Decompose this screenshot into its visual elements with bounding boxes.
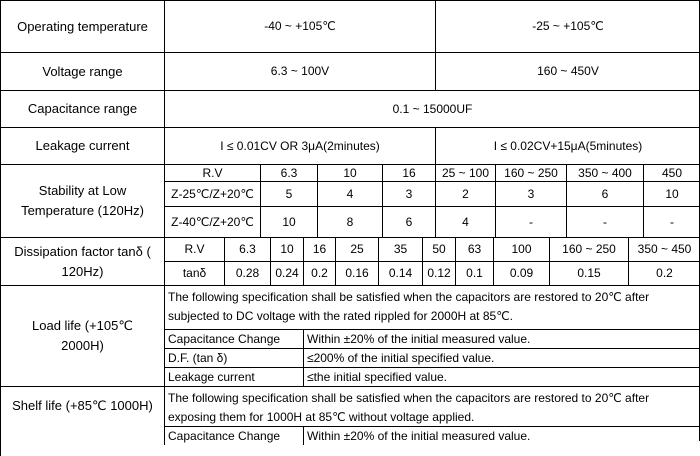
df-voltage: 6.3 bbox=[224, 237, 270, 261]
stability-label: Stability at Low Temperature (120Hz) bbox=[0, 164, 164, 237]
load-item-value: ≤200% of the initial specified value. bbox=[303, 348, 700, 367]
stability-voltage: 350 ~ 400 bbox=[566, 164, 643, 181]
df-value: 0.14 bbox=[378, 261, 422, 285]
stability-value: - bbox=[643, 206, 700, 237]
load-life-description: The following specification shall be satisfied when the capacitors are restored to 20℃ after subjected to DC voltage with the rated rippled for 2000H at 85℃. bbox=[164, 285, 700, 329]
shelf-item-name: Capacitance Change bbox=[164, 426, 303, 445]
operating-temperature-high: -25 ~ +105℃ bbox=[435, 0, 700, 52]
leakage-current-low: I ≤ 0.01CV OR 3μA(2minutes) bbox=[164, 127, 435, 164]
df-voltage: 35 bbox=[378, 237, 422, 261]
load-item-value: Within ±20% of the initial measured value. bbox=[303, 329, 700, 348]
df-value: 0.16 bbox=[335, 261, 378, 285]
stability-value: 5 bbox=[260, 181, 317, 206]
stability-voltage: 6.3 bbox=[260, 164, 317, 181]
df-value: 0.2 bbox=[628, 261, 700, 285]
stability-voltage: 160 ~ 250 bbox=[495, 164, 566, 181]
df-value: 0.15 bbox=[549, 261, 628, 285]
voltage-range-label: Voltage range bbox=[0, 52, 164, 90]
load-item-name: Capacitance Change bbox=[164, 329, 303, 348]
stability-value: - bbox=[566, 206, 643, 237]
voltage-range-low: 6.3 ~ 100V bbox=[164, 52, 435, 90]
load-item-name: Leakage current bbox=[164, 367, 303, 386]
df-value: 0.09 bbox=[493, 261, 549, 285]
stability-voltage: 25 ~ 100 bbox=[435, 164, 495, 181]
df-value: 0.1 bbox=[455, 261, 493, 285]
df-voltage: 10 bbox=[270, 237, 303, 261]
stability-rv-header: R.V bbox=[164, 164, 260, 181]
df-value: 0.24 bbox=[270, 261, 303, 285]
stability-value: 4 bbox=[317, 181, 382, 206]
df-tand-label: tanδ bbox=[164, 261, 224, 285]
df-voltage: 160 ~ 250 bbox=[549, 237, 628, 261]
load-life-label: Load life (+105℃ 2000H) bbox=[0, 285, 164, 386]
df-value: 0.28 bbox=[224, 261, 270, 285]
stability-value: 2 bbox=[435, 181, 495, 206]
df-voltage: 100 bbox=[493, 237, 549, 261]
df-voltage: 50 bbox=[422, 237, 455, 261]
stability-value: 6 bbox=[566, 181, 643, 206]
stability-voltage: 10 bbox=[317, 164, 382, 181]
dissipation-factor-label: Dissipation factor tanδ ( 120Hz) bbox=[0, 237, 164, 285]
shelf-life-label: Shelf life (+85℃ 1000H) bbox=[0, 386, 164, 456]
stability-value: 10 bbox=[260, 206, 317, 237]
stability-value: 4 bbox=[435, 206, 495, 237]
leakage-current-high: I ≤ 0.02CV+15μA(5minutes) bbox=[435, 127, 700, 164]
stability-row-label: Z-25℃/Z+20℃ bbox=[164, 181, 260, 206]
shelf-life-description: The following specification shall be satisfied when the capacitors are restored to 20℃ after exposing them for 1000H at 85℃ without voltage applied. bbox=[164, 386, 700, 426]
load-item-value: ≤the initial specified value. bbox=[303, 367, 700, 386]
df-value: 0.12 bbox=[422, 261, 455, 285]
df-voltage: 16 bbox=[303, 237, 335, 261]
capacitance-range-label: Capacitance range bbox=[0, 90, 164, 127]
stability-value: - bbox=[495, 206, 566, 237]
stability-value: 6 bbox=[382, 206, 435, 237]
df-rv-header: R.V bbox=[164, 237, 224, 261]
stability-row-label: Z-40℃/Z+20℃ bbox=[164, 206, 260, 237]
voltage-range-high: 160 ~ 450V bbox=[435, 52, 700, 90]
leakage-current-label: Leakage current bbox=[0, 127, 164, 164]
stability-value: 3 bbox=[495, 181, 566, 206]
stability-value: 10 bbox=[643, 181, 700, 206]
df-value: 0.2 bbox=[303, 261, 335, 285]
shelf-item-value: Within ±20% of the initial measured value. bbox=[303, 426, 700, 445]
load-item-name: D.F. (tan δ) bbox=[164, 348, 303, 367]
df-voltage: 25 bbox=[335, 237, 378, 261]
df-voltage: 350 ~ 450 bbox=[628, 237, 700, 261]
stability-voltage: 16 bbox=[382, 164, 435, 181]
stability-value: 8 bbox=[317, 206, 382, 237]
stability-value: 3 bbox=[382, 181, 435, 206]
operating-temperature-label: Operating temperature bbox=[0, 0, 164, 52]
df-voltage: 63 bbox=[455, 237, 493, 261]
operating-temperature-low: -40 ~ +105℃ bbox=[164, 0, 435, 52]
capacitance-range-value: 0.1 ~ 15000UF bbox=[164, 90, 700, 127]
stability-voltage: 450 bbox=[643, 164, 700, 181]
